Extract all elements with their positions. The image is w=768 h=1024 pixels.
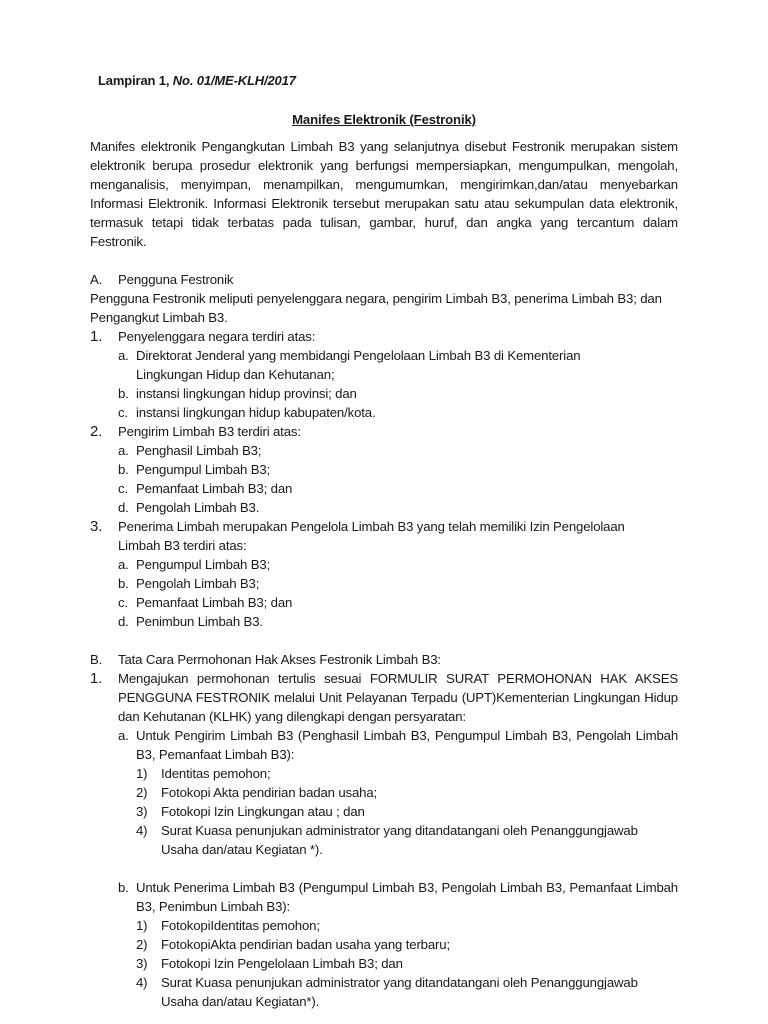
list-item xyxy=(90,327,678,346)
sub-list-item xyxy=(90,498,678,517)
sub-list-item xyxy=(90,612,678,631)
sub-list-item xyxy=(90,403,678,422)
sub-sub-list-text: FotokopiIdentitas pemohon; xyxy=(161,918,320,933)
sub-sub-list-text: Fotokopi Izin Lingkungan atau ; dan xyxy=(161,804,365,819)
section-b xyxy=(90,650,678,1011)
sub-list-item xyxy=(90,441,678,460)
sub-sub-list-marker: 3) xyxy=(136,956,148,971)
sub-list-item xyxy=(90,726,678,764)
sub-list-marker: c. xyxy=(118,595,128,610)
list-item-text: Mengajukan permohonan tertulis sesuai FORMULIR SURAT PERMOHONAN HAK AKSES PENGGUNA FESTRONIK melalui Unit Pelayanan Terpadu (UPT)Kementerian Lingkungan Hidup dan Kehutanan (KLHK) yang dilengkapi dengan persyaratan: xyxy=(118,671,678,724)
sub-list-marker: c. xyxy=(118,405,128,420)
list-item xyxy=(90,517,678,555)
sub-list-marker: c. xyxy=(118,481,128,496)
sub-sub-list-marker: 2) xyxy=(136,937,148,952)
sub-list-item xyxy=(90,593,678,612)
sub-list-text: Direktorat Jenderal yang membidangi Pengelolaan Limbah B3 di Kementerian Lingkungan Hidup dan Kehutanan; xyxy=(136,348,581,382)
sub-sub-list-marker: 1) xyxy=(136,918,148,933)
section-heading-text: Pengguna Festronik xyxy=(118,272,234,287)
sub-sub-list-text: Fotokopi Akta pendirian badan usaha; xyxy=(161,785,378,800)
sub-sub-list-item xyxy=(90,802,678,821)
sub-sub-list-text: Identitas pemohon; xyxy=(161,766,271,781)
sub-list-item xyxy=(90,555,678,574)
section-a-description: Pengguna Festronik meliputi penyelenggara negara, pengirim Limbah B3, penerima Limbah B3; dan Pengangkut Limbah B3. xyxy=(90,291,662,325)
sub-sub-list-marker: 4) xyxy=(136,823,148,838)
section-marker: B. xyxy=(90,652,103,667)
sub-sub-list-marker: 3) xyxy=(136,804,148,819)
list-marker: 1. xyxy=(90,328,103,345)
sub-list-marker: b. xyxy=(118,576,129,591)
sub-list-text: Pemanfaat Limbah B3; dan xyxy=(136,595,293,610)
list-item-text: Penerima Limbah merupakan Pengelola Limbah B3 yang telah memiliki Izin Pengelolaan Limbah B3 terdiri atas: xyxy=(118,519,625,553)
sub-list-text: Pengolah Limbah B3; xyxy=(136,576,260,591)
sub-list-item xyxy=(90,460,678,479)
sub-list-text: Penghasil Limbah B3; xyxy=(136,443,262,458)
section-a-heading xyxy=(90,270,678,289)
section-b-heading xyxy=(90,650,678,669)
sub-sub-list-item xyxy=(90,916,678,935)
section-marker: A. xyxy=(90,272,103,287)
sub-list-text: Pemanfaat Limbah B3; dan xyxy=(136,481,293,496)
attachment-label: Lampiran 1, xyxy=(98,73,170,88)
sub-list-marker: a. xyxy=(118,728,129,743)
list-item-text: Pengirim Limbah B3 terdiri atas: xyxy=(118,424,301,439)
spacer xyxy=(90,859,678,878)
sub-sub-list-marker: 4) xyxy=(136,975,148,990)
list-item xyxy=(90,422,678,441)
sub-list-text: Pengumpul Limbah B3; xyxy=(136,557,271,572)
sub-sub-list-item xyxy=(90,821,678,859)
section-heading-text: Tata Cara Permohonan Hak Akses Festronik Limbah B3: xyxy=(118,652,441,667)
sub-sub-list-item xyxy=(90,783,678,802)
sub-sub-list-item xyxy=(90,935,678,954)
sub-list-text: instansi lingkungan hidup provinsi; dan xyxy=(136,386,357,401)
list-item xyxy=(90,669,678,726)
sub-list-text: Pengumpul Limbah B3; xyxy=(136,462,271,477)
sub-sub-list-text: Surat Kuasa penunjukan administrator yang ditandatangani oleh Penanggungjawab Usaha dan/atau Kegiatan*). xyxy=(161,975,638,1009)
sub-list-text: Pengolah Limbah B3. xyxy=(136,500,260,515)
section-a xyxy=(90,270,678,631)
sub-sub-list-item xyxy=(90,954,678,973)
sub-list-marker: a. xyxy=(118,348,129,363)
sub-list-marker: a. xyxy=(118,557,129,572)
sub-list-marker: b. xyxy=(118,880,129,895)
sub-sub-list-marker: 2) xyxy=(136,785,148,800)
sub-list-marker: b. xyxy=(118,386,129,401)
sub-list-item xyxy=(90,878,678,916)
attachment-reference xyxy=(98,71,296,90)
sub-sub-list-marker: 1) xyxy=(136,766,148,781)
sub-list-marker: b. xyxy=(118,462,129,477)
sub-list-text: Penimbun Limbah B3. xyxy=(136,614,263,629)
sub-list-item xyxy=(90,346,678,384)
sub-list-item xyxy=(90,384,678,403)
list-item-text: Penyelenggara negara terdiri atas: xyxy=(118,329,316,344)
list-marker: 1. xyxy=(90,670,103,687)
attachment-number: No. 01/ME-KLH/2017 xyxy=(172,73,296,88)
sub-sub-list-item xyxy=(90,973,678,1011)
sub-list-item xyxy=(90,479,678,498)
sub-list-marker: d. xyxy=(118,500,129,515)
list-marker: 2. xyxy=(90,423,103,440)
sub-sub-list-text: FotokopiAkta pendirian badan usaha yang terbaru; xyxy=(161,937,450,952)
document-title: Manifes Elektronik (Festronik) xyxy=(292,112,476,127)
intro-paragraph: Manifes elektronik Pengangkutan Limbah B3 yang selanjutnya disebut Festronik merupakan sistem elektronik berupa prosedur elektronik yang berfungsi mempersiapkan, mengumpulkan, mengolah, menganalisis, menyimpan, menampilkan, mengumumkan, mengirimkan,dan/atau menyebarkan Informasi Elektronik. Informasi Elektronik tersebut merupakan satu atau sekumpulan data elektronik, termasuk tetapi tidak terbatas pada tulisan, gambar, huruf, dan angka yang tercantum dalam Festronik. xyxy=(90,139,678,249)
list-marker: 3. xyxy=(90,518,103,535)
sub-list-text: Untuk Penerima Limbah B3 (Pengumpul Limbah B3, Pengolah Limbah B3, Pemanfaat Limbah B3, Penimbun Limbah B3): xyxy=(136,880,678,914)
sub-sub-list-text: Fotokopi Izin Pengelolaan Limbah B3; dan xyxy=(161,956,403,971)
sub-sub-list-item xyxy=(90,764,678,783)
sub-list-text: instansi lingkungan hidup kabupaten/kota. xyxy=(136,405,376,420)
sub-list-marker: a. xyxy=(118,443,129,458)
sub-list-marker: d. xyxy=(118,614,129,629)
sub-list-item xyxy=(90,574,678,593)
sub-list-text: Untuk Pengirim Limbah B3 (Penghasil Limbah B3, Pengumpul Limbah B3, Pengolah Limbah B3, Pemanfaat Limbah B3): xyxy=(136,728,678,762)
sub-sub-list-text: Surat Kuasa penunjukan administrator yang ditandatangani oleh Penanggungjawab Usaha dan/atau Kegiatan *). xyxy=(161,823,638,857)
